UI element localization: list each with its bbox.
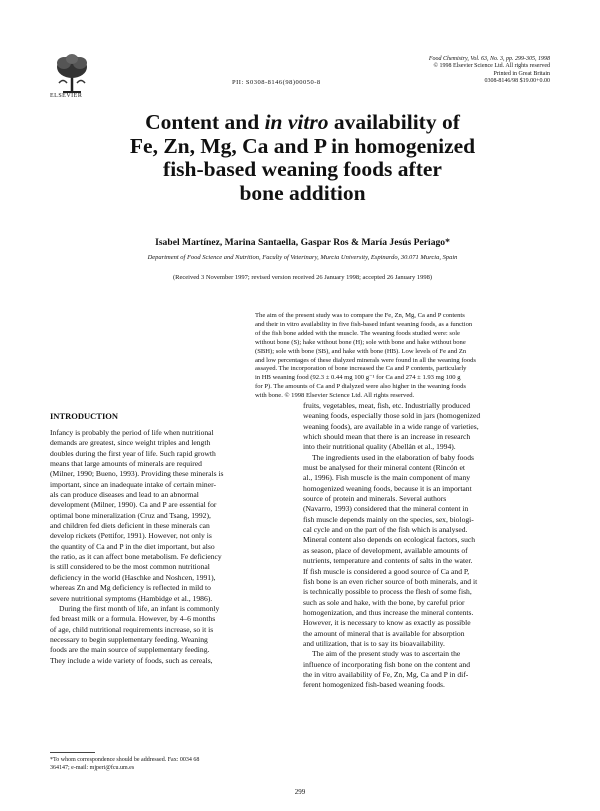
- body-text-line: source of protein and minerals. Several authors: [303, 494, 447, 504]
- body-text-line: deficiency in the world (Haschke and Noshcen, 1991),: [50, 572, 216, 582]
- body-text-line: influence of incorporating fish bone on the content and: [303, 659, 471, 669]
- title-line: bone addition: [239, 180, 366, 205]
- body-text-line: If fish muscle is considered a good source of Ca and P,: [303, 566, 470, 576]
- body-text-line: the amount of mineral that is available for absorption: [303, 628, 465, 638]
- body-text-line: develop rickets (Pettifor, 1991). However, not only is: [50, 531, 212, 541]
- abstract-line: and low percentages of these dialyzed minerals were found in all the weaning foods: [255, 356, 476, 364]
- body-text-line: whereas Zn and Mg deficiency is reflected in mild to: [50, 583, 211, 593]
- body-text-line: the quantity of Ca and P in the diet important, but also: [50, 541, 215, 551]
- footnote-line: *To whom correspondence should be addressed. Fax: 0034 68: [50, 757, 200, 763]
- section-heading-introduction: INTRODUCTION: [50, 411, 119, 421]
- abstract-line: assayed. The incorporation of bone increased the Ca and P contents, particularly: [255, 365, 467, 373]
- abstract-line: without bone (S); hake without bone (H); sole with bone and hake without bone: [255, 338, 466, 346]
- body-text-line: fed breast milk or a formula. However, by 4–6 months: [50, 614, 216, 624]
- body-text-line: such as sole and hake, with the bone, by careful prior: [303, 597, 465, 607]
- body-text-line: cal cycle and on the part of the fish which is analysed.: [303, 525, 468, 535]
- title-italic: in vitro: [264, 110, 329, 134]
- body-text-line: Infancy is probably the period of life when nutritional: [50, 428, 214, 437]
- body-text-line: of age, child nutritional requirements increase, so it is: [50, 624, 214, 634]
- page-number: 299: [294, 788, 306, 796]
- body-text-line: is still considered to be the most common nutritional: [50, 562, 210, 572]
- body-text-line: severe nutritional symptoms (Hambidge et al., 1986).: [50, 593, 213, 603]
- abstract-line: with bone. © 1998 Elsevier Science Ltd. All rights reserved.: [255, 392, 415, 400]
- body-text-line: al., 1996). Fish muscle is the main component of many: [303, 473, 471, 483]
- body-text-line: and utilization, that is to say its bioavailability.: [303, 638, 445, 648]
- body-text-line: However, it is necessary to know as exactly as possible: [303, 618, 471, 628]
- footnote-rule: [50, 752, 95, 753]
- abstract-line: The aim of the present study was to compare the Fe, Zn, Mg, Ca and P contents: [255, 312, 465, 319]
- body-text-line: The aim of the present study was to ascertain the: [312, 649, 461, 659]
- body-text-line: must be analysed for their mineral content (Rincón et: [303, 463, 465, 473]
- body-text-line: means that large amounts of minerals are required: [50, 459, 202, 469]
- body-column-left: [50, 428, 292, 666]
- journal-info: [340, 56, 550, 85]
- body-text-line: homogenized weaning foods, because it is an important: [303, 483, 472, 493]
- body-text-line: They include a wide variety of foods, such as cereals,: [50, 655, 213, 665]
- printed-line: Printed in Great Britain: [493, 70, 550, 77]
- body-text-line: ferent homogenized fish-based weaning foods.: [303, 680, 445, 690]
- body-text-line: weaning foods, especially those sold in jars (homogenized: [303, 411, 481, 421]
- title-line: [60, 111, 545, 135]
- abstract-line: (SBH); sole with bone (SB), and hake with bone (HB). Low levels of Fe and Zn: [255, 347, 467, 355]
- body-text-line: development (Milner, 1990). Ca and P are essential for: [50, 500, 217, 510]
- body-text-line: is technically possible to process the flesh of some fish,: [303, 587, 472, 597]
- body-text-line: homogenization, and thus increase the mineral contents.: [303, 607, 474, 617]
- body-text-line: doubles during the first year of life. Such rapid growth: [50, 448, 216, 458]
- body-text-line: The ingredients used in the elaboration of baby foods: [312, 452, 474, 462]
- body-text-line: the ratio, as it can affect bone metabolism. Fe deficiency: [50, 552, 222, 562]
- body-text-line: fish muscle depends mainly on the species, sex, biologi-: [303, 514, 474, 524]
- body-text-line: nutrients, temperature and contents of salts in the water.: [303, 556, 473, 566]
- authors: Isabel Martínez, Marina Santaella, Gaspar Ros & María Jesús Periago*: [155, 237, 450, 248]
- affiliation: Department of Food Science and Nutrition, Faculty of Veterinary, Murcia University, Espinardo, 30.071 Murcia, Spain: [147, 254, 458, 261]
- body-text-line: important, since an inadequate intake of certain miner-: [50, 479, 216, 489]
- body-text-line: and children fed diets deficient in these minerals can: [50, 521, 210, 531]
- body-text-line: fish bone is an even richer source of both minerals, and it: [303, 576, 478, 586]
- received-dates: (Received 3 November 1997; revised version received 26 January 1998; accepted 26 January 1998): [172, 274, 432, 281]
- pii-identifier: PII: S0308-8146(98)00050-8: [232, 79, 321, 86]
- article-title: [60, 111, 545, 205]
- body-text-line: (Navarro, 1993) considered that the mineral content in: [303, 504, 469, 514]
- title-line: Fe, Zn, Mg, Ca and P in homogenized: [129, 133, 476, 158]
- copyright-line: © 1998 Elsevier Science Ltd. All rights reserved: [433, 63, 550, 70]
- body-text-line: which should mean that there is an increase in research: [303, 432, 471, 442]
- title-suffix: availability of: [328, 110, 460, 134]
- issn-line: 0308-8146/98 $19.00+0.00: [484, 77, 550, 84]
- abstract-line: and their in vitro availability in five fish-based infant weaning foods, as a function: [255, 320, 473, 328]
- body-text-line: demands are greatest, since weight triples and length: [50, 438, 211, 448]
- body-text-line: Mineral content also depends on ecological factors, such: [303, 535, 476, 545]
- elsevier-tree-logo: [53, 53, 91, 93]
- abstract-line: in HB weaning food (92.3 ± 0.44 mg 100 g⁻¹ for Ca and 274 ± 1.93 mg 100 g: [255, 374, 461, 382]
- body-text-line: als can produce diseases and lead to an abnormal: [50, 490, 199, 500]
- abstract-line: for P). The amounts of Ca and P dialyzed were also higher in the weaning foods: [255, 383, 466, 391]
- body-text-line: weaning foods), are available in a wide range of varieties,: [303, 421, 479, 431]
- body-text-line: the in vitro availability of Fe, Zn, Mg, Ca and P in dif-: [303, 669, 469, 679]
- body-text-line: During the first month of life, an infant is commonly: [59, 603, 220, 613]
- body-text-line: (Milner, 1990; Bueno, 1993). Providing these minerals is: [50, 469, 224, 479]
- title-line: fish-based weaning foods after: [163, 157, 442, 181]
- body-text-line: optimal bone mineralization (Cruz and Tsang, 1992),: [50, 510, 211, 520]
- abstract: [255, 312, 544, 401]
- body-column-right: [303, 401, 545, 691]
- body-text-line: foods are the main source of supplementary feeding.: [50, 645, 210, 655]
- footnote: [50, 756, 199, 773]
- publisher-logo-text: ELSEVIER: [50, 93, 83, 99]
- body-text-line: into their nutritional quality (Abellán et al., 1994).: [303, 442, 456, 452]
- journal-citation: Food Chemistry, Vol. 63, No. 3, pp. 299-305, 1998: [428, 56, 550, 62]
- body-text-line: as season, place of development, available amounts of: [303, 545, 468, 555]
- abstract-line: of the fish bone added with the muscle. The weaning foods studied were: sole: [255, 329, 460, 337]
- body-text-line: fruits, vegetables, meat, fish, etc. Industrially produced: [303, 401, 471, 410]
- body-text-line: necessary to begin supplementary feeding. Weaning: [50, 634, 208, 644]
- footnote-line: 364147; e-mail: mjperi@fcu.um.es: [50, 765, 135, 772]
- title-prefix: Content and: [145, 110, 265, 134]
